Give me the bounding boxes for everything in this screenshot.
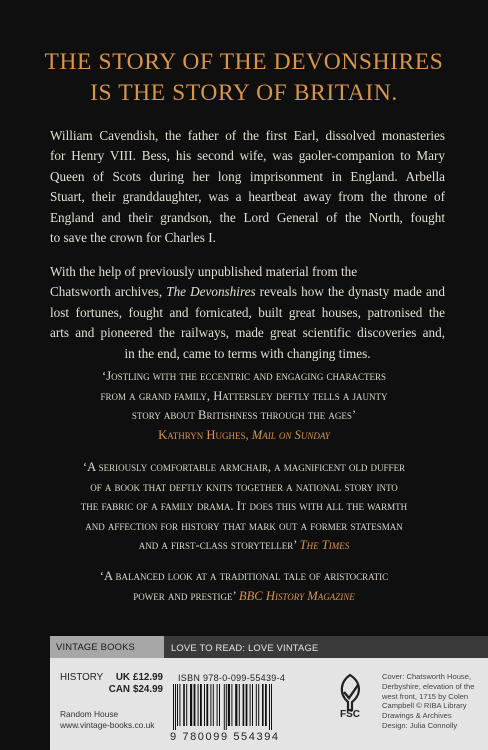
isbn-label: ISBN 978-0-099-55439-4 xyxy=(178,673,286,683)
barcode-icon xyxy=(171,684,311,730)
barcode-panel xyxy=(50,658,488,750)
review-quote-1 xyxy=(0,367,488,445)
quote-text: and a first-class storyteller’ xyxy=(138,538,297,553)
quote-line: ‘A balanced look at a traditional tale of aristocratic xyxy=(99,569,389,583)
quote-text: power and prestige’ xyxy=(133,588,236,603)
quote-line: ‘A seriously comfortable armchair, a magnificent old duffer xyxy=(82,460,406,474)
publisher-block xyxy=(60,709,155,730)
headline-line: IS THE STORY OF BRITAIN. xyxy=(90,80,398,106)
quote-line xyxy=(0,536,488,556)
blurb-text: reveals how the dynasty made and xyxy=(255,284,445,300)
blurb-line: to save the crown for Charles I. xyxy=(50,230,216,246)
price-block xyxy=(60,672,163,695)
quote-line: story about Britishness through the ages’ xyxy=(131,408,357,423)
price-row-can xyxy=(60,684,163,696)
quote-line: the fabric of a family drama. It does this with all the warmth xyxy=(80,499,408,514)
credit-line: Drawings & Archives xyxy=(382,711,452,721)
credit-line: Derbyshire, elevation of the xyxy=(382,681,475,691)
blurb-line: for Henry VIII. Bess, his second wife, was gaoler-companion to Mary xyxy=(50,148,445,164)
uk-label: UK xyxy=(115,672,130,683)
blurb-paragraph-1 xyxy=(50,126,445,248)
credit-line: west front, 1715 by Colen xyxy=(382,691,469,701)
credit-line: Design: Julia Connolly xyxy=(382,720,458,730)
imprint-bar xyxy=(50,636,488,658)
fsc-logo xyxy=(333,672,367,722)
publisher-url: www.vintage-books.co.uk xyxy=(60,719,155,730)
blurb-line: William Cavendish, the father of the first Earl, dissolved monasteries xyxy=(50,128,445,143)
can-label: CAN xyxy=(108,683,130,695)
uk-price: £12.99 xyxy=(133,672,163,683)
book-title: The Devonshires xyxy=(166,284,256,300)
blurb-line: With the help of previously unpublished material from the xyxy=(50,264,358,279)
credit-line: Cover: Chatsworth House, xyxy=(382,672,472,681)
blurb-text: Chatsworth archives, xyxy=(50,284,167,300)
blurb-line: England and their grandson, the Lord General of the North, fought xyxy=(50,209,445,225)
credit-line: Campbell © RIBA Library xyxy=(382,701,467,711)
blurb-line: in the end, came to terms with changing times. xyxy=(124,345,371,361)
blurb-line: Stuart, their granddaughter, was a heartbeat away from the throne of xyxy=(50,189,445,205)
can-price: $24.99 xyxy=(133,683,163,695)
reviewer-name: Kathryn Hughes, xyxy=(158,427,249,442)
category-label: HISTORY xyxy=(60,672,104,683)
headline-line: THE STORY OF THE DEVONSHIRES xyxy=(44,49,444,75)
cover-credit xyxy=(382,672,474,731)
source-title: The Times xyxy=(299,538,350,553)
headline xyxy=(0,47,488,109)
quote-line: ‘Jostling with the eccentric and engaging characters xyxy=(102,369,386,383)
source-title: BBC History Magazine xyxy=(238,588,355,603)
quote-attribution xyxy=(0,426,488,446)
source-name xyxy=(300,538,350,552)
tagline: LOVE TO READ: LOVE VINTAGE xyxy=(171,641,319,653)
source-name xyxy=(239,589,355,603)
source-title: Mail on Sunday xyxy=(251,427,330,442)
source-name xyxy=(252,428,330,442)
fsc-label: FSC xyxy=(340,709,360,720)
price-row-uk xyxy=(60,672,163,684)
blurb-line: lost fortunes, fought and fornicated, built great houses, patronised the xyxy=(50,304,445,320)
quote-line xyxy=(0,587,488,607)
quote-line: of a book that deftly knits together a national story into xyxy=(90,479,398,494)
quote-line: and affection for history that mark out a former statesman xyxy=(85,518,403,533)
imprint-label: VINTAGE BOOKS xyxy=(50,636,164,658)
blurb-paragraph-2 xyxy=(50,262,445,364)
publisher-name: Random House xyxy=(60,709,119,719)
review-quote-3 xyxy=(0,567,488,606)
review-quote-2 xyxy=(0,458,488,556)
blurb-line xyxy=(50,282,445,302)
quote-line: from a grand family, Hattersley deftly tells a jaunty xyxy=(100,388,388,403)
blurb-line: Queen of Scots during her long imprisonment in England. Arbella xyxy=(50,168,445,184)
barcode-digits: 9 780099 554394 xyxy=(170,731,280,743)
blurb-line: arts and pioneered the railways, made great scientific discoveries and, xyxy=(50,325,445,341)
